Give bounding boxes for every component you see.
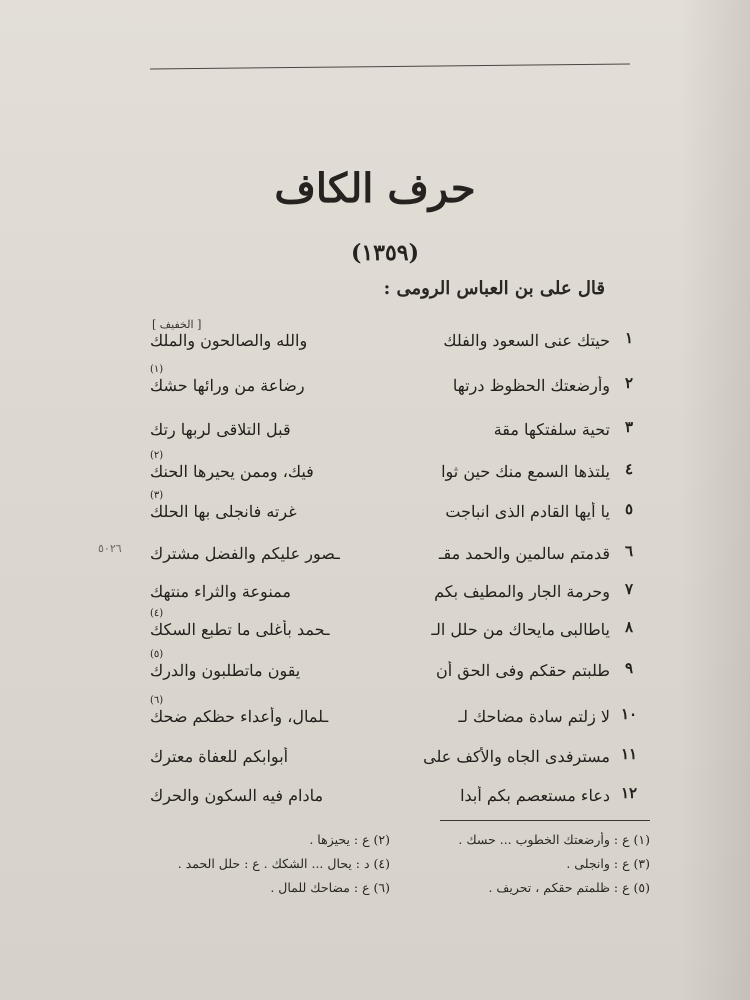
verse-first-hemistich: قدمتم سالمين والحمد مقـ xyxy=(438,544,610,563)
verse-number: ٤ xyxy=(624,460,634,478)
verse-second-hemistich: قبل التلاقى لربها رتك xyxy=(150,420,291,439)
verse-second-hemistich: مادام فيه السكون والحرك xyxy=(150,786,324,805)
verse-row xyxy=(150,490,640,530)
verse-number: ١٠ xyxy=(620,705,638,723)
verse-number: ١٢ xyxy=(620,784,638,802)
verse-second-hemistich: والله والصالحون والملك xyxy=(150,331,308,350)
verse-number: ١١ xyxy=(620,745,638,763)
verse-row xyxy=(150,450,640,490)
footnote-mark: (١) xyxy=(150,364,164,375)
footnote-mark: (٤) xyxy=(150,608,164,619)
verse-second-hemistich: ممنوعة والثراء منتهك xyxy=(150,582,291,601)
footnote-mark: (٢) xyxy=(150,450,164,461)
verse-row xyxy=(150,608,640,648)
footnote-rule xyxy=(440,820,650,821)
verse-row xyxy=(150,414,640,448)
verse-number: ٨ xyxy=(624,618,634,636)
footnote: (٥) ع : ظلمتم حقكم ، تحريف . xyxy=(488,880,650,895)
verse-second-hemistich: يقون ماتطلبون والدرك xyxy=(150,661,301,680)
verse-number: ١ xyxy=(624,329,634,347)
verse-row xyxy=(150,364,640,404)
verse-second-hemistich: أبوابكم للعفاة معترك xyxy=(150,747,289,766)
verse-first-hemistich: يا أيها القادم الذى انباجت xyxy=(445,502,610,521)
verse-second-hemistich: ـحمد بأغلى ما تطبع السكك xyxy=(150,620,330,639)
verse-row xyxy=(150,695,640,735)
verse-row xyxy=(150,741,640,775)
footnote: (٣) ع : وانجلى . xyxy=(566,856,650,871)
poem-intro: قال على بن العباس الرومى : xyxy=(383,278,605,299)
header-rule xyxy=(150,63,630,69)
verse-row xyxy=(150,538,640,572)
footnote-mark: (٣) xyxy=(150,490,164,501)
verse-second-hemistich: ـلمال، وأعداء حظكم ضحك xyxy=(150,707,329,726)
verse-number: ٥ xyxy=(624,500,634,518)
verse-number: ٧ xyxy=(624,580,634,598)
verse-first-hemistich: طلبتم حقكم وفى الحق أن xyxy=(435,661,610,680)
footnote: (٤) د : يحال ... الشكك . ع : حلل الحمد . xyxy=(177,856,390,871)
verse-number: ٣ xyxy=(624,418,634,436)
verse-first-hemistich: يلتذها السمع منك حين ثوا xyxy=(441,462,610,481)
page-gutter-shadow xyxy=(680,0,750,1000)
poem-number: (١٣٥٩) xyxy=(350,240,420,266)
verse-second-hemistich: غرته فانجلى بها الحلك xyxy=(150,502,297,521)
chapter-title: حرف الكاف xyxy=(274,165,476,212)
verse-row xyxy=(150,325,640,359)
footnote: (٢) ع : يحيزها . xyxy=(309,832,390,847)
meter-label: [ الخفيف ] xyxy=(152,318,202,331)
verse-second-hemistich: فيك، وممن يحيرها الحنك xyxy=(150,462,314,481)
verse-number: ٦ xyxy=(624,542,634,560)
verse-number: ٢ xyxy=(624,374,634,392)
verse-first-hemistich: تحية سلفتكها مقة xyxy=(493,420,610,439)
footnote: (١) ع : وأرضعتك الخطوب ... حسك . xyxy=(458,832,650,847)
verse-first-hemistich: وحرمة الجار والمطيف بكم xyxy=(434,582,610,601)
footnote-mark: (٥) xyxy=(150,649,164,660)
verse-row xyxy=(150,576,640,610)
verse-first-hemistich: وأرضعتك الحظوظ درتها xyxy=(452,376,610,395)
verse-first-hemistich: دعاء مستعصم بكم أبدا xyxy=(460,786,610,805)
footnote: (٦) ع : مضاحك للمال . xyxy=(270,880,390,895)
verse-row xyxy=(150,649,640,689)
verse-first-hemistich: ياطالبى مايحاك من حلل الـ xyxy=(431,620,610,639)
verse-number: ٩ xyxy=(624,659,634,677)
verse-row xyxy=(150,780,640,814)
margin-note: ٥٠٢٦ xyxy=(98,542,122,555)
verse-first-hemistich: مسترفدى الجاه والأكف على xyxy=(423,747,610,766)
footnote-mark: (٦) xyxy=(150,695,164,706)
verse-first-hemistich: حيتك عنى السعود والفلك xyxy=(443,331,610,350)
verse-first-hemistich: لا زلتم سادة مضاحك لـ xyxy=(458,707,610,726)
verse-second-hemistich: رضاعة من ورائها حشك xyxy=(150,376,305,395)
verse-second-hemistich: ـصور عليكم والفضل مشترك xyxy=(150,544,340,563)
